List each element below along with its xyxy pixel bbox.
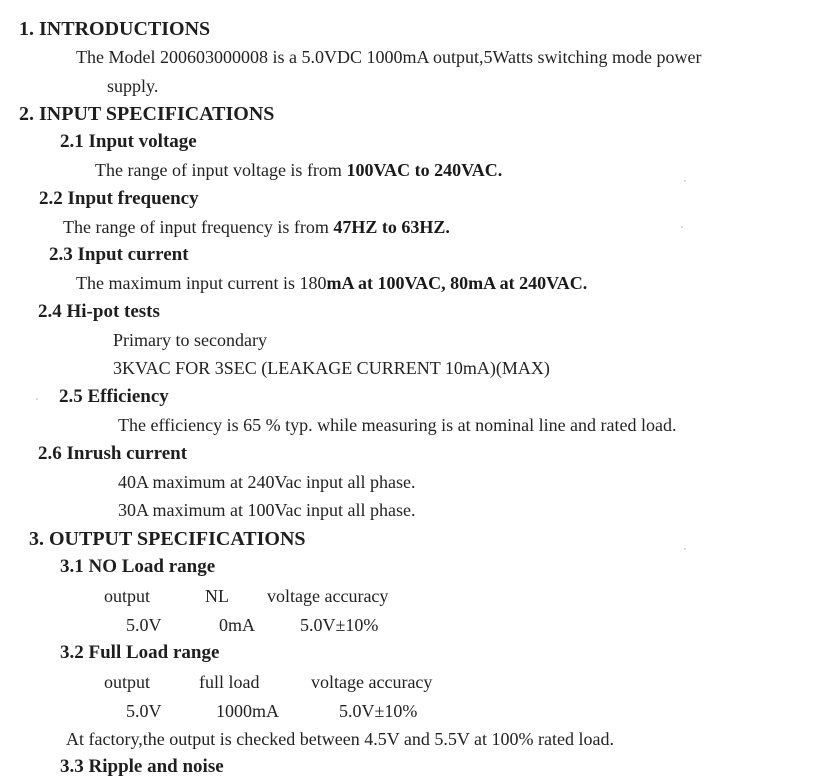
full-load-header-accuracy: voltage accuracy — [311, 672, 433, 692]
input-current-values: mA at 100VAC, 80mA at 240VAC. — [326, 273, 588, 293]
subsection-2-3-title: 2.3 Input current — [49, 244, 189, 265]
full-load-value-output: 5.0V — [126, 701, 162, 721]
input-current-text — [76, 272, 587, 294]
full-load-value-load: 1000mA — [216, 701, 279, 721]
no-load-value-output: 5.0V — [126, 615, 162, 635]
factory-note: At factory,the output is checked between 4.5V and 5.5V at 100% rated load. — [66, 729, 615, 749]
input-frequency-text-plain: The range of input frequency is from — [63, 217, 334, 237]
hipot-line-1: Primary to secondary — [113, 330, 267, 350]
subsection-3-3-title: 3.3 Ripple and noise — [60, 756, 224, 777]
input-frequency-text — [63, 216, 450, 238]
subsection-2-6-title: 2.6 Inrush current — [38, 443, 188, 464]
subsection-2-1-title: 2.1 Input voltage — [60, 131, 197, 152]
intro-line-2: supply. — [107, 76, 159, 96]
full-load-value-accuracy: 5.0V±10% — [339, 701, 418, 721]
scan-speck — [684, 180, 686, 182]
efficiency-text: The efficiency is 65 % typ. while measuring is at nominal line and rated load. — [118, 415, 677, 435]
hipot-line-2: 3KVAC FOR 3SEC (LEAKAGE CURRENT 10mA)(MAX) — [113, 358, 550, 378]
no-load-header-accuracy: voltage accuracy — [267, 586, 389, 606]
inrush-line-2: 30A maximum at 100Vac input all phase. — [118, 500, 416, 520]
section-2-title: 2. INPUT SPECIFICATIONS — [19, 103, 275, 125]
input-frequency-range: 47HZ to 63HZ. — [333, 217, 450, 237]
full-load-header-load: full load — [199, 672, 260, 692]
input-voltage-text-plain: The range of input voltage is from — [95, 160, 347, 180]
intro-line-1: The Model 200603000008 is a 5.0VDC 1000mA output,5Watts switching mode power — [76, 47, 702, 67]
no-load-value-nl: 0mA — [219, 615, 255, 635]
inrush-line-1: 40A maximum at 240Vac input all phase. — [118, 472, 416, 492]
full-load-header-output: output — [104, 672, 151, 692]
section-3-title: 3. OUTPUT SPECIFICATIONS — [29, 528, 306, 550]
scan-speck — [684, 548, 686, 550]
subsection-2-4-title: 2.4 Hi-pot tests — [38, 301, 160, 322]
subsection-3-1-title: 3.1 NO Load range — [60, 556, 216, 577]
subsection-3-2-title: 3.2 Full Load range — [60, 642, 220, 663]
section-1-title: 1. INTRODUCTIONS — [19, 18, 211, 40]
no-load-header-nl: NL — [205, 586, 229, 606]
scan-speck — [681, 226, 683, 228]
no-load-header-output: output — [104, 586, 151, 606]
scan-speck — [36, 398, 38, 400]
subsection-2-2-title: 2.2 Input frequency — [39, 188, 199, 209]
input-voltage-range: 100VAC to 240VAC. — [346, 160, 503, 180]
input-voltage-text — [95, 159, 502, 181]
input-current-text-plain: The maximum input current is 180 — [76, 273, 327, 293]
no-load-value-accuracy: 5.0V±10% — [300, 615, 379, 635]
subsection-2-5-title: 2.5 Efficiency — [59, 386, 169, 407]
